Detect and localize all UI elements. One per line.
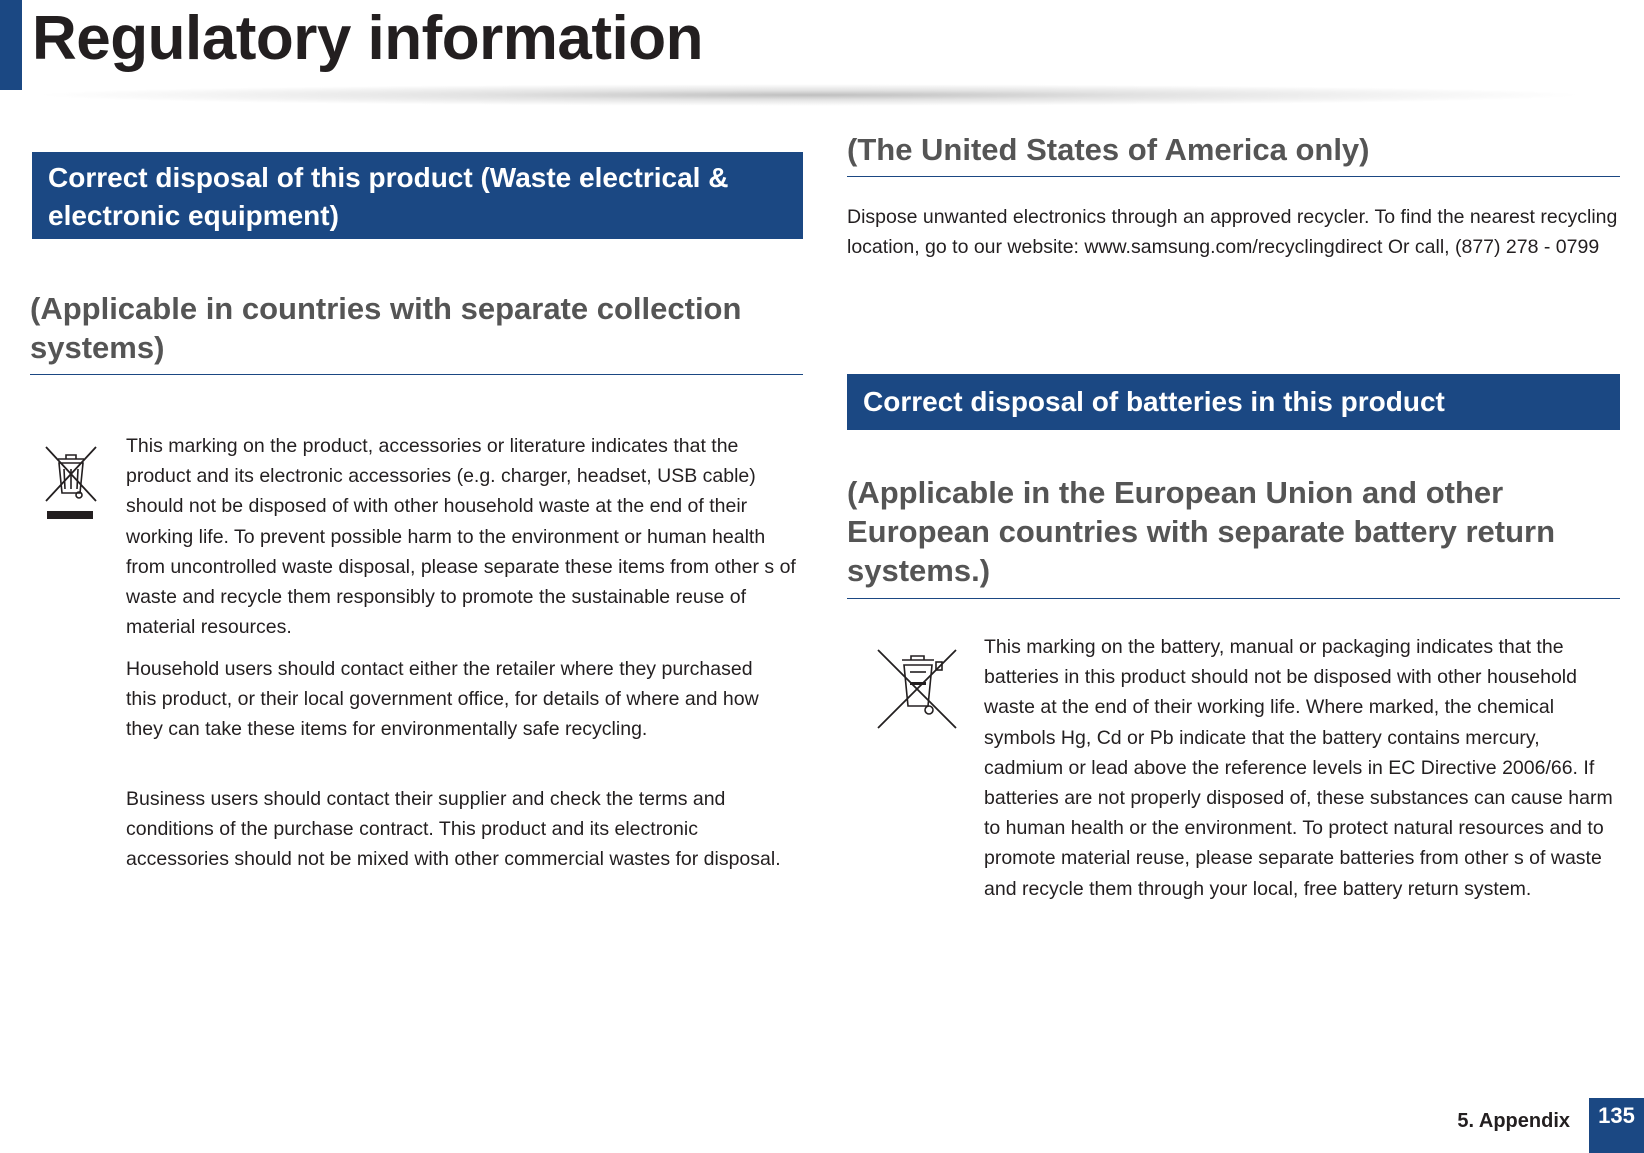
page-number: 135	[1589, 1098, 1644, 1153]
page-title: Regulatory information	[32, 4, 704, 73]
crossed-out-battery-bin-icon	[876, 648, 958, 730]
usa-recycling-paragraph: Dispose unwanted electronics through an approved recycler. To find the nearest recycling location, go to our website: www.samsung.com/recyclingdirect Or call, (877) 278 - 0799	[847, 206, 1618, 259]
title-divider	[32, 84, 1587, 106]
subheading-eu-battery: (Applicable in the European Union and other European countries with separate battery return systems.)	[847, 475, 1556, 588]
subheading-rule-left	[30, 374, 803, 375]
waste-paragraph-3: Business users should contact their supplier and check the terms and conditions of the purchase contract. This product and its electronic accessories should not be mixed with other commercial wastes for disposal.	[126, 788, 781, 871]
waste-paragraph-2: Household users should contact either the retailer where they purchased this product, or their local government office, for details of where and how they can take these items for environmentally safe recycling.	[126, 658, 759, 741]
waste-paragraph-1: This marking on the product, accessories or literature indicates that the product and its electronic accessories (e.g. charger, headset, USB cable) should not be disposed of with other household waste at the end of their working life. To prevent possible harm to the environment or human health from uncontrolled waste disposal, please separate these items from other s of waste and recycle them responsibly to promote the sustainable reuse of material resources.	[126, 435, 796, 639]
battery-paragraph: This marking on the battery, manual or packaging indicates that the batteries in this product should not be disposed with other household waste at the end of their working life. Where marked, the chemical symbols Hg, Cd or Pb indicate that the battery contains mercury, cadmium or lead above the reference levels in EC Directive 2006/66. If batteries are not properly disposed of, these substances can cause harm to human health or the environment. To protect natural resources and to promote material reuse, please separate batteries from other s of waste and recycle them through your local, free battery return system.	[984, 636, 1613, 900]
crossed-out-wheelie-bin-icon	[42, 443, 100, 523]
left-accent-bar	[0, 0, 22, 90]
section-banner-battery-disposal-label: Correct disposal of batteries in this product	[863, 386, 1445, 417]
section-banner-battery-disposal	[847, 374, 1620, 430]
subheading-separate-collection: (Applicable in countries with separate collection systems)	[30, 291, 742, 365]
section-banner-waste-disposal-label: Correct disposal of this product (Waste electrical & electronic equipment)	[48, 162, 729, 231]
subheading-rule-usa	[847, 176, 1620, 177]
footer-chapter: 5. Appendix	[1457, 1110, 1570, 1132]
subheading-usa-only: (The United States of America only)	[847, 132, 1370, 167]
subheading-rule-battery	[847, 598, 1620, 599]
section-banner-waste-disposal	[32, 152, 803, 239]
